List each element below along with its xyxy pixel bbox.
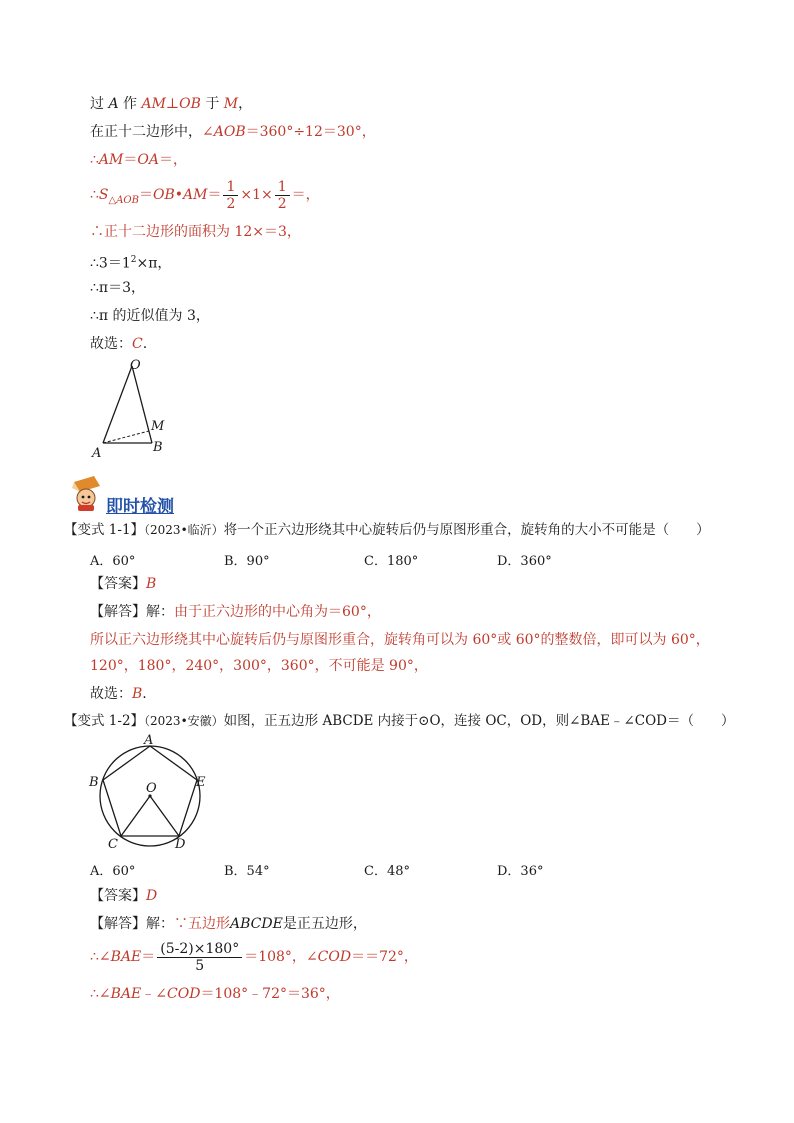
q2-option-d: D．36° — [497, 864, 544, 879]
solution-line-1: 过 A 作 AM⊥OB 于 M， — [90, 96, 253, 112]
label-o: O — [146, 781, 157, 796]
label-o: O — [130, 358, 141, 373]
q1-option-a: A．60° — [90, 554, 136, 569]
label-c: C — [108, 837, 118, 852]
label-m: M — [151, 419, 165, 434]
q2-stem: 【变式 1-2】（2023•安徽）如图，正五边形 ABCDE 内接于⊙O，连接 OC，OD，则∠BAE﹣∠COD＝（ ） — [64, 713, 735, 729]
solution-line-4: $\therefore S_{\triangle AOB}=OB•AM=$ $\frac{1}{2}$ ×1× $\frac{1}{2}$ ＝， — [90, 178, 320, 212]
q1-option-d: D．360° — [497, 554, 552, 569]
segment-od — [150, 796, 179, 836]
q1-analysis-line-1: 【解答】解：由于正六边形的中心角为＝60°， — [90, 604, 381, 620]
q2-analysis-line-3: ∴∠BAE﹣∠COD＝108°﹣72°＝36°， — [90, 986, 340, 1002]
solution-line-2: 在正十二边形中，∠AOB＝360°÷12＝30°， — [90, 124, 376, 140]
q2-option-a: A．60° — [90, 864, 136, 879]
q1-analysis-line-3: 120°，180°，240°，300°，360°，不可能是 90°， — [90, 658, 428, 674]
section-heading: 即时检测 — [106, 497, 174, 517]
solution-line-9: 故选：C. — [90, 336, 148, 352]
label-d: D — [175, 837, 186, 852]
label-e: E — [196, 775, 206, 790]
q1-stem: 【变式 1-1】（2023•临沂）将一个正六边形绕其中心旋转后仍与原图形重合，旋转角的大小不可能是（ ） — [64, 522, 710, 538]
segment-am — [103, 431, 149, 443]
fraction-one-half-2: $\frac{1}{2}$ — [275, 179, 290, 212]
q2-option-c: C．48° — [364, 864, 410, 879]
pentagon-circle-figure — [86, 734, 212, 854]
solution-line-3: ∴AM＝OA＝， — [90, 152, 187, 168]
segment-oc — [121, 796, 150, 836]
q1-option-c: C．180° — [364, 554, 419, 569]
label-b: B — [89, 775, 99, 790]
fraction-interior-angle: $\frac{(5-2)\times 180^\circ}{5}$ — [157, 941, 242, 974]
q1-choose: 故选：B. — [90, 686, 147, 702]
q1-option-b: B．90° — [224, 554, 270, 569]
q2-analysis-line-1: 【解答】解：∵五边形ABCDE是正五边形， — [90, 916, 367, 932]
q2-answer: 【答案】D — [90, 888, 158, 904]
solution-line-8: ∴π 的近似值为 3， — [90, 308, 210, 324]
label-a: A — [92, 446, 102, 461]
q2-analysis-line-2: ∴∠BAE＝ $\frac{(5-2)\times 180^\circ}{5}$ ＝108°，∠COD＝＝72°， — [90, 940, 418, 974]
q1-answer: 【答案】B — [90, 576, 157, 592]
side-oa — [103, 366, 132, 443]
q2-option-b: B．54° — [224, 864, 270, 879]
label-b: B — [153, 440, 163, 455]
q1-analysis-line-2: 所以正六边形绕其中心旋转后仍与原图形重合，旋转角可以为 60°或 60°的整数倍，即可以为 60°， — [90, 632, 710, 648]
fraction-one-half: $\frac{1}{2}$ — [223, 179, 238, 212]
triangle-aob-figure — [86, 356, 186, 464]
solution-line-6: $\therefore 3=1^2\times\pi$， — [90, 255, 172, 272]
pencil-mascot-icon — [68, 474, 104, 512]
label-a: A — [144, 734, 154, 748]
solution-line-7: ∴π＝3， — [90, 280, 146, 296]
solution-line-5: ∴正十二边形的面积为 12×＝3， — [90, 224, 301, 240]
